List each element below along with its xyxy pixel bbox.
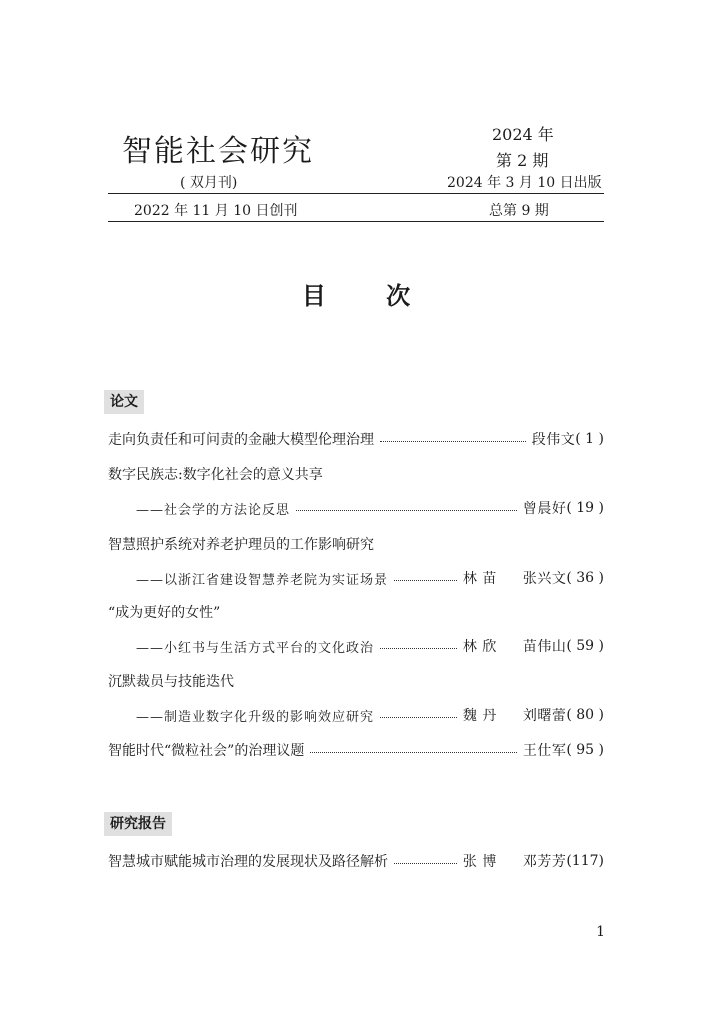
entry-title: 走向负责任和可问责的金融大模型伦理治理	[108, 432, 374, 448]
entry-title: 智慧照护系统对养老护理员的工作影响研究	[108, 537, 374, 553]
issue-number: 第 2 期	[496, 151, 549, 170]
entry-authors-second: 张兴文	[522, 571, 567, 587]
toc-entry-subtitle[interactable]	[136, 635, 604, 657]
entry-title: 沉默裁员与技能迭代	[108, 674, 234, 690]
toc-entry[interactable]	[108, 533, 604, 555]
issue-year: 2024 年	[492, 125, 554, 144]
dot-leader	[380, 716, 457, 718]
entry-page: ( 19 )	[566, 500, 604, 516]
entry-page: ( 36 )	[566, 570, 604, 586]
entry-page: ( 80 )	[566, 707, 604, 723]
dot-leader	[394, 579, 457, 581]
dot-leader	[380, 440, 526, 442]
entry-authors: 林 欣	[462, 639, 497, 655]
page-number: 1	[596, 924, 605, 940]
entry-subtitle: ——制造业数字化升级的影响效应研究	[136, 709, 375, 725]
entry-authors: 王仕军	[522, 743, 567, 759]
entry-authors-second: 苗伟山	[522, 639, 567, 655]
toc-entry[interactable]	[108, 670, 604, 692]
toc-entry-subtitle[interactable]	[136, 567, 604, 589]
entry-page: (117)	[566, 853, 604, 869]
entry-page: ( 59 )	[566, 638, 604, 654]
dot-leader	[394, 862, 457, 864]
founded-date: 2022 年 11 月 10 日创刊	[134, 203, 298, 219]
entry-subtitle: ——社会学的方法论反思	[136, 502, 291, 518]
total-issue: 总第 9 期	[489, 203, 549, 219]
entry-title: 智慧城市赋能城市治理的发展现状及路径解析	[108, 854, 388, 870]
dot-leader	[310, 751, 517, 753]
entry-authors: 段伟文	[531, 432, 576, 448]
section-tag-papers: 论文	[104, 390, 144, 414]
publish-date: 2024 年 3 月 10 日出版	[447, 175, 602, 191]
entry-subtitle: ——以浙江省建设智慧养老院为实证场景	[136, 572, 389, 588]
entry-authors: 曾晨好	[522, 501, 567, 517]
journal-title: 智能社会研究	[122, 134, 314, 169]
dot-leader	[380, 647, 457, 649]
entry-subtitle: ——小红书与生活方式平台的文化政治	[136, 640, 375, 656]
entry-authors-second: 邓芳芳	[522, 854, 567, 870]
toc-title: 目 次	[301, 282, 437, 310]
toc-entry[interactable]	[108, 463, 604, 485]
toc-entry[interactable]	[108, 850, 604, 872]
toc-entry[interactable]	[108, 601, 604, 623]
toc-entry[interactable]	[108, 739, 604, 761]
dot-leader	[296, 509, 517, 511]
toc-entry-subtitle[interactable]	[136, 497, 604, 519]
entry-authors: 张 博	[462, 854, 497, 870]
entry-title: “成为更好的女性”	[108, 605, 221, 621]
toc-entry[interactable]	[108, 428, 604, 450]
publication-frequency: ( 双月刊)	[180, 175, 238, 191]
entry-page: ( 95 )	[566, 742, 604, 758]
entry-page: ( 1 )	[575, 431, 604, 447]
entry-authors: 林 苗	[462, 571, 497, 587]
entry-authors-second: 刘曙蕾	[522, 708, 567, 724]
header-rule-top	[108, 193, 604, 194]
entry-authors: 魏 丹	[462, 708, 497, 724]
header-rule-bottom	[108, 221, 604, 222]
entry-title: 智能时代“微粒社会”的治理议题	[108, 743, 305, 759]
section-tag-reports: 研究报告	[104, 812, 172, 836]
toc-entry-subtitle[interactable]	[136, 704, 604, 726]
entry-title: 数字民族志:数字化社会的意义共享	[108, 467, 323, 483]
